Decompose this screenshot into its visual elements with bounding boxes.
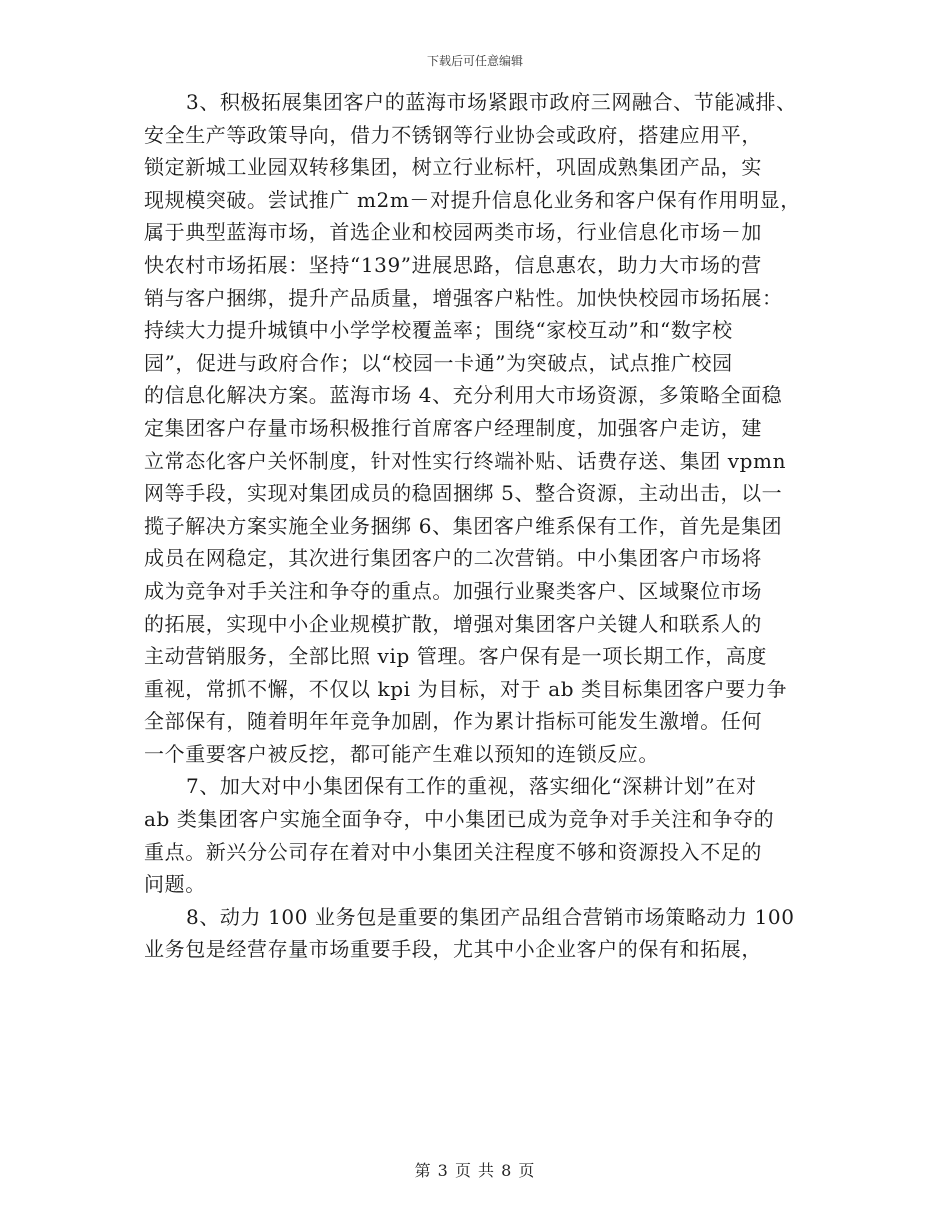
text-line: 网等手段，实现对集团成员的稳固捆绑 5、整合资源，主动出击，以一 [144,481,783,506]
page-footer: 第 3 页 共 8 页 [414,1161,536,1180]
text-line: 持续大力提升城镇中小学学校覆盖率；围绕“家校互动”和“数字校 [144,318,733,343]
text-line: 园”，促进与政府合作；以“校园一卡通”为突破点，试点推广校园 [144,350,733,375]
text-line: 的信息化解决方案。蓝海市场 4、充分利用大市场资源，多策略全面稳 [144,383,783,408]
text-line: 8、动力 100 业务包是重要的集团产品组合营销市场策略动力 100 [186,904,795,929]
text-line: 一个重要客户被反挖，都可能产生难以预知的连锁反应。 [144,741,659,766]
paragraph-8 [144,901,810,966]
text-line: 现规模突破。尝试推广 m2m－对提升信息化业务和客户保有作用明显， [144,187,801,212]
text-line: 销与客户捆绑，提升产品质量，增强客户粘性。加快快校园市场拓展： [144,285,783,310]
text-line: 定集团客户存量市场积极推行首席客户经理制度，加强客户走访，建 [144,415,762,440]
text-line: 的拓展，实现中小企业规模扩散，增强对集团客户关键人和联系人的 [144,611,762,636]
text-line: 立常态化客户关怀制度，针对性实行终端补贴、话费存送、集团 vpmn [144,448,787,473]
paragraph-3 [144,86,810,770]
text-line: 揽子解决方案实施全业务捆绑 6、集团客户维系保有工作，首先是集团 [144,513,783,538]
text-line: 主动营销服务，全部比照 vip 管理。客户保有是一项长期工作，高度 [144,644,768,669]
text-line: 问题。 [144,872,206,897]
text-line: 快农村市场拓展：坚持“139”进展思路，信息惠农，助力大市场的营 [144,252,762,277]
text-line: 3、积极拓展集团客户的蓝海市场紧跟市政府三网融合、节能减排、 [186,90,797,114]
text-line: 成为竞争对手关注和争夺的重点。加强行业聚类客户、区域聚位市场 [144,578,762,603]
text-line: 业务包是经营存量市场重要手段，尤其中小企业客户的保有和拓展， [144,937,762,962]
text-line: 锁定新城工业园双转移集团，树立行业标杆，巩固成熟集团产品，实 [144,155,762,180]
text-line: 重点。新兴分公司存在着对中小集团关注程度不够和资源投入不足的 [144,839,762,864]
page-header: 下载后可任意编辑 [426,54,523,68]
text-line: 成员在网稳定，其次进行集团客户的二次营销。中小集团客户市场将 [144,546,762,571]
paragraph-7 [144,770,810,900]
text-line: 全部保有，随着明年年竞争加剧，作为累计指标可能发生激增。任何 [144,709,762,734]
text-line: 安全生产等政策导向，借力不锈钢等行业协会或政府，搭建应用平， [144,122,762,147]
text-line: ab 类集团客户实施全面争夺，中小集团已成为竞争对手关注和争夺的 [144,807,775,832]
document-body [144,86,810,966]
text-line: 7、加大对中小集团保有工作的重视，落实细化“深耕计划”在对 [186,774,757,799]
text-line: 重视，常抓不懈，不仅以 kpi 为目标，对于 ab 类目标集团客户要力争 [144,676,788,701]
text-line: 属于典型蓝海市场，首选企业和校园两类市场，行业信息化市场－加 [144,220,762,245]
